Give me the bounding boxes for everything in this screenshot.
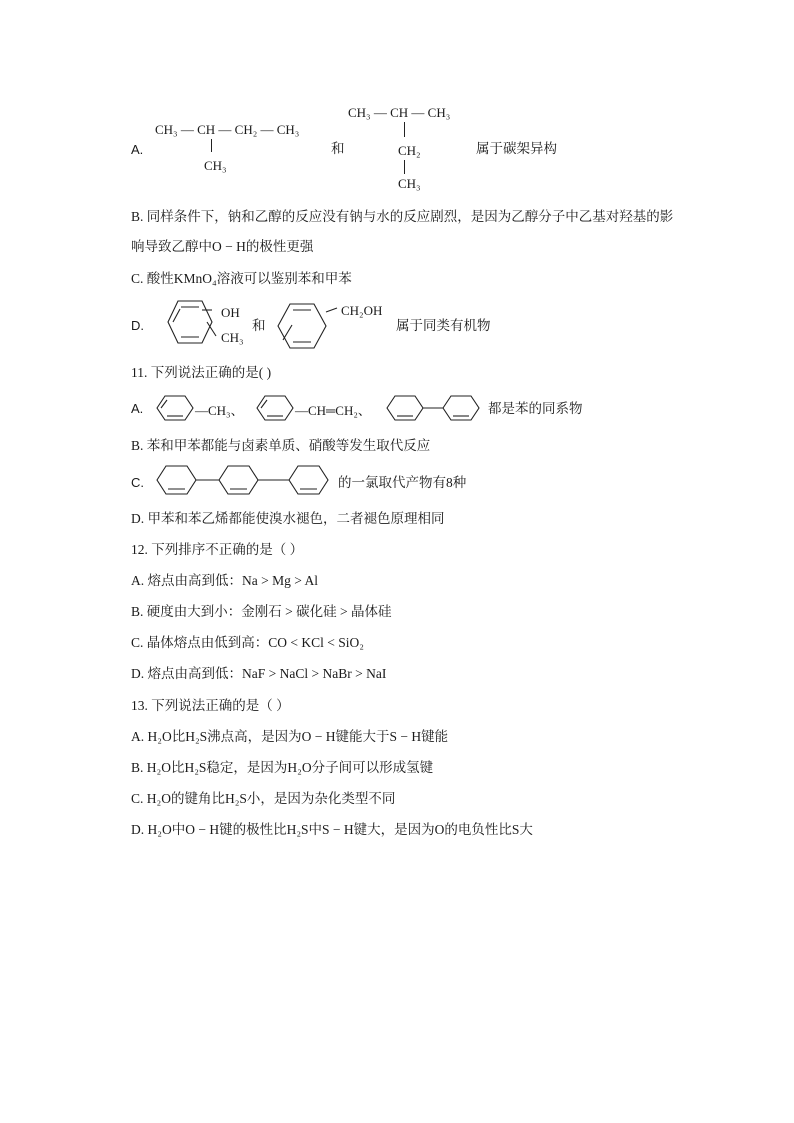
q10-option-b-line2: 响导致乙醇中O − H的极性更强 [131,239,314,254]
ch3-group: CH₃ [221,330,244,345]
q12-option-d: D. 熔点由高到低：NaF > NaCl > NaBr > NaI [131,666,387,681]
option-a-conclusion: 属于碳架异构 [476,141,557,156]
q12-option-a: A. 熔点由高到低：Na > Mg > Al [131,573,318,588]
and-word: 和 [252,318,266,333]
ch2oh-group: CH₂OH [341,303,383,318]
option-d-conclusion: 属于同类有机物 [396,318,491,333]
option-label: D. [131,318,144,333]
molecule-1-main-chain: CH₃ — CH — CH₂ — CH₃ [155,122,300,137]
oh-group: OH [221,305,240,320]
option-label: A. [131,142,144,157]
option-label: C. [131,475,144,490]
q11-option-b: B. 苯和甲苯都能与卤素单质、硝酸等发生取代反应 [131,438,431,453]
molecule-2-mid: CH₂ [398,143,421,158]
q12-stem: 12. 下列排序不正确的是（ ） [131,542,304,557]
bond-line [211,139,212,152]
bond-line [404,160,405,174]
q13-option-d: D. H₂O中O − H键的极性比H₂S中S − H键大，是因为O的电负性比S大 [131,822,533,837]
q12-option-b: B. 硬度由大到小：金刚石 > 碳化硅 > 晶体硅 [131,604,392,619]
bond-line [404,122,405,137]
q13-option-a: A. H₂O比H₂S沸点高，是因为O − H键能大于S − H键能 [131,729,449,744]
molecule-1-branch: CH₃ [204,158,227,173]
vinyl-substituent: —CH═CH₂、 [295,403,371,418]
terphenyl-structure-icon [155,466,345,500]
molecule-2-top: CH₃ — CH — CH₃ [348,105,451,120]
q11-stem: 11. 下列说法正确的是( ) [131,365,272,380]
q10-option-c: C. 酸性KMnO₄溶液可以鉴别苯和甲苯 [131,271,352,286]
biphenyl-structure-icon [385,396,495,426]
q13-option-b: B. H₂O比H₂S稳定，是因为H₂O分子间可以形成氢键 [131,760,434,775]
q10-option-b-line1: B. 同样条件下，钠和乙醇的反应没有钠与水的反应剧烈，是因为乙醇分子中乙基对羟基的影 [131,209,674,224]
option-c-conclusion: 的一氯取代产物有8种 [338,475,467,490]
q13-stem: 13. 下列说法正确的是（ ） [131,698,290,713]
methyl-substituent: —CH₃、 [195,403,244,418]
option-label: A. [131,401,144,416]
molecule-2-bottom: CH₃ [398,176,421,191]
option-a-conclusion: 都是苯的同系物 [488,401,583,416]
q13-option-c: C. H₂O的键角比H₂S小，是因为杂化类型不同 [131,791,396,806]
q11-option-d: D. 甲苯和苯乙烯都能使溴水褪色，二者褪色原理相同 [131,511,445,526]
and-word: 和 [331,141,345,156]
q12-option-c: C. 晶体熔点由低到高：CO < KCl < SiO₂ [131,635,364,650]
